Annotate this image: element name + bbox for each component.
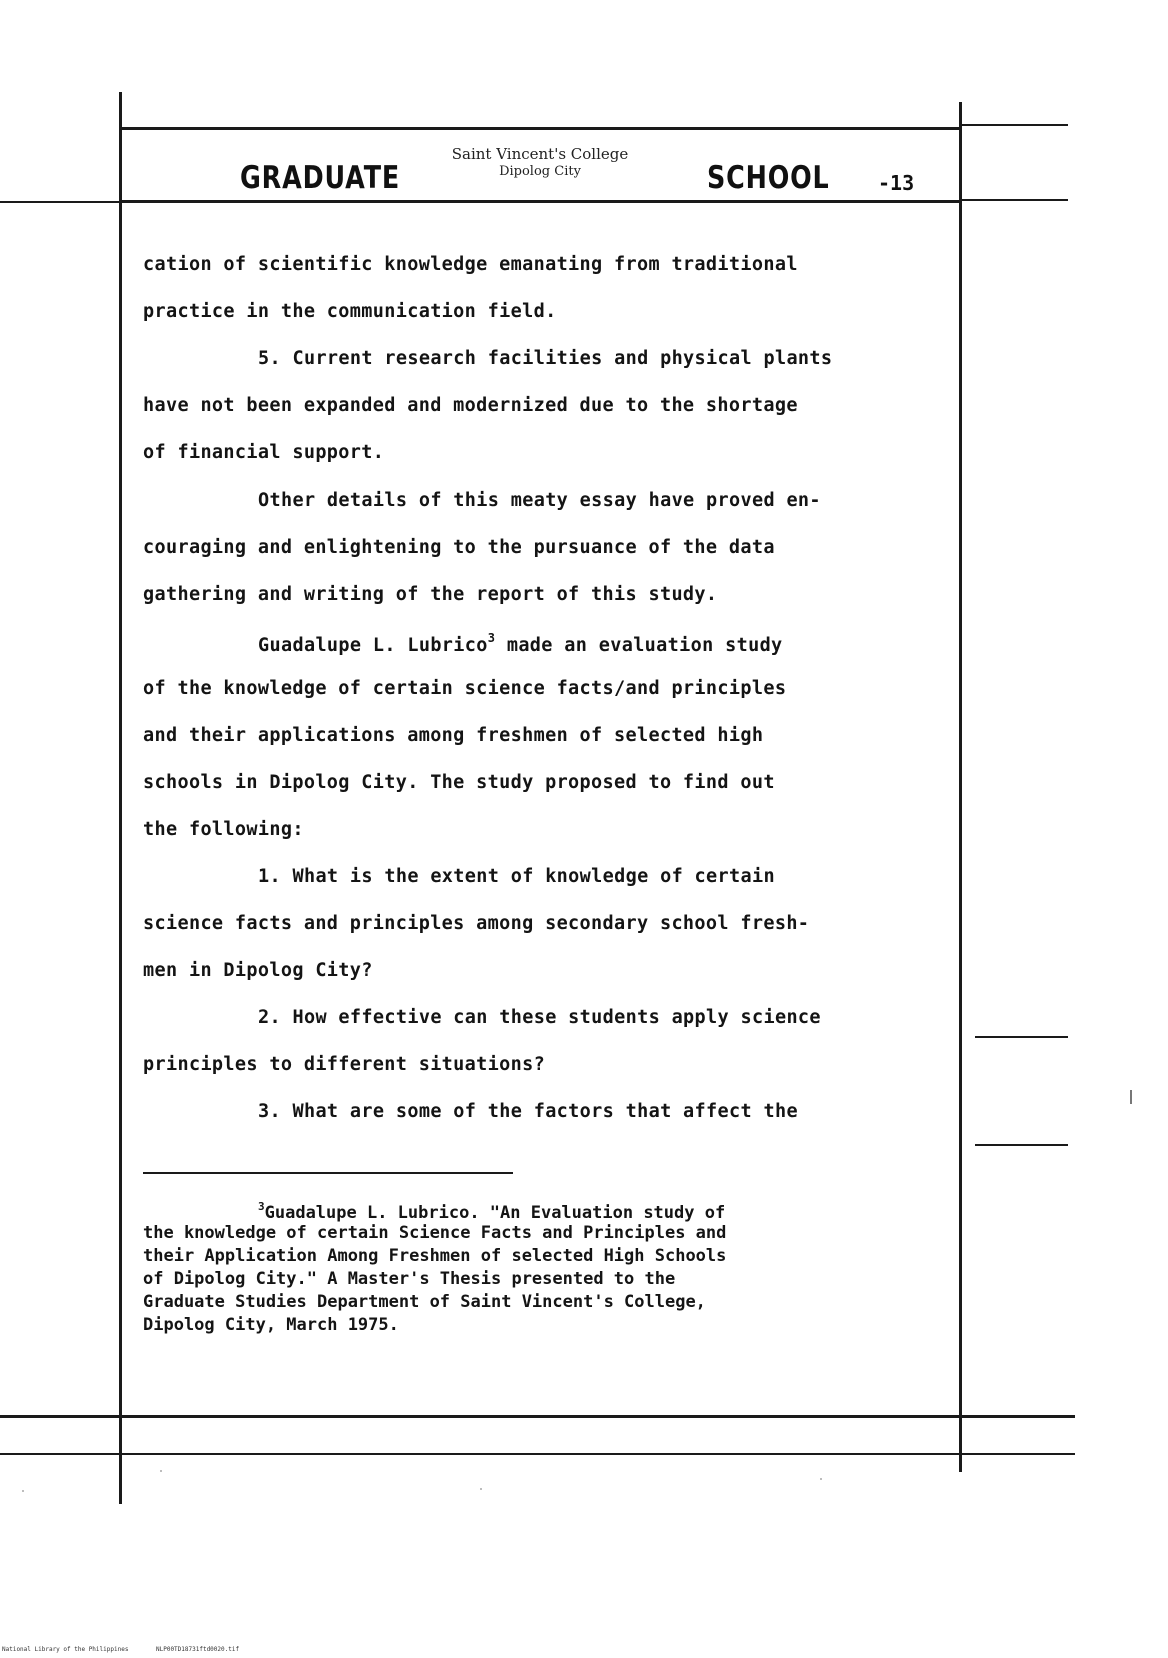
college-line-2: Dipolog City	[499, 164, 581, 179]
scan-speck	[160, 1470, 162, 1472]
footnote-line-2: the knowledge of certain Science Facts and Principles and	[143, 1223, 727, 1243]
body-line-8: gathering and writing of the report of this study.	[143, 584, 718, 605]
body-line-4: have not been expanded and modernized due to the shortage	[143, 395, 798, 416]
footnote-line-3: their Application Among Freshmen of selected High Schools	[143, 1246, 727, 1266]
body-line-6: Other details of this meaty essay have proved en-	[258, 490, 821, 511]
left-col-header-rule	[0, 201, 119, 203]
scan-file-name: NLP00TD18731ftd0020.tif	[156, 1646, 240, 1653]
body-line-19: 3. What are some of the factors that affect the	[258, 1101, 798, 1122]
college-line-1: Saint Vincent's College	[451, 145, 629, 163]
footnote-line-4: of Dipolog City." A Master's Thesis presented to the	[143, 1269, 676, 1289]
right-margin-rule	[959, 102, 962, 1472]
body-line-9	[258, 631, 783, 656]
body-line-14: 1. What is the extent of knowledge of certain	[258, 866, 775, 887]
footnote-number: 3	[258, 1200, 265, 1213]
footnote-line-1	[258, 1200, 725, 1223]
bottom-rule-secondary	[0, 1453, 1075, 1455]
body-line-15: science facts and principles among secondary school fresh-	[143, 913, 810, 934]
footnote-separator	[143, 1172, 513, 1174]
body-line-2: practice in the communication field.	[143, 301, 557, 322]
body-line-17: 2. How effective can these students apply science	[258, 1007, 821, 1028]
header-school: SCHOOL	[707, 160, 830, 196]
body-line-11: and their applications among freshmen of selected high	[143, 725, 764, 746]
footnote-line-5: Graduate Studies Department of Saint Vincent's College,	[143, 1292, 706, 1312]
cited-author: Guadalupe L. Lubrico	[258, 635, 488, 656]
scan-speck	[480, 1488, 482, 1490]
right-col-header-rule	[962, 199, 1068, 201]
college-name	[410, 146, 670, 180]
body-line-12: schools in Dipolog City. The study proposed to find out	[143, 772, 775, 793]
right-col-mid-rule	[975, 1036, 1068, 1038]
footnote-reference: 3	[487, 631, 496, 645]
body-line-3: 5. Current research facilities and physical plants	[258, 348, 833, 369]
right-col-lower-rule	[975, 1144, 1068, 1146]
left-margin-rule	[119, 92, 122, 1504]
scan-speck	[1130, 1090, 1132, 1104]
header-bottom-rule	[119, 200, 962, 203]
bottom-rule	[0, 1415, 1075, 1418]
body-line-1: cation of scientific knowledge emanating from traditional	[143, 254, 798, 275]
body-line-16: men in Dipolog City?	[143, 960, 373, 981]
scan-speck	[820, 1478, 822, 1480]
page-number: -13	[878, 171, 915, 195]
body-line-5: of financial support.	[143, 442, 385, 463]
scan-speck	[22, 1490, 24, 1492]
header-top-rule	[119, 127, 962, 130]
scan-library-credit: National Library of the Philippines	[2, 1646, 129, 1653]
footnote-text-1: Guadalupe L. Lubrico. "An Evaluation study of	[264, 1203, 726, 1223]
body-line-10: of the knowledge of certain science facts/and principles	[143, 678, 787, 699]
body-line-13: the following:	[143, 819, 304, 840]
footnote-line-6: Dipolog City, March 1975.	[143, 1315, 399, 1335]
header-graduate: GRADUATE	[240, 160, 401, 196]
body-line-7: couraging and enlightening to the pursuance of the data	[143, 537, 775, 558]
body-line-9-rest: made an evaluation study	[495, 635, 783, 656]
body-line-18: principles to different situations?	[143, 1054, 546, 1075]
right-col-top-rule	[962, 124, 1068, 126]
